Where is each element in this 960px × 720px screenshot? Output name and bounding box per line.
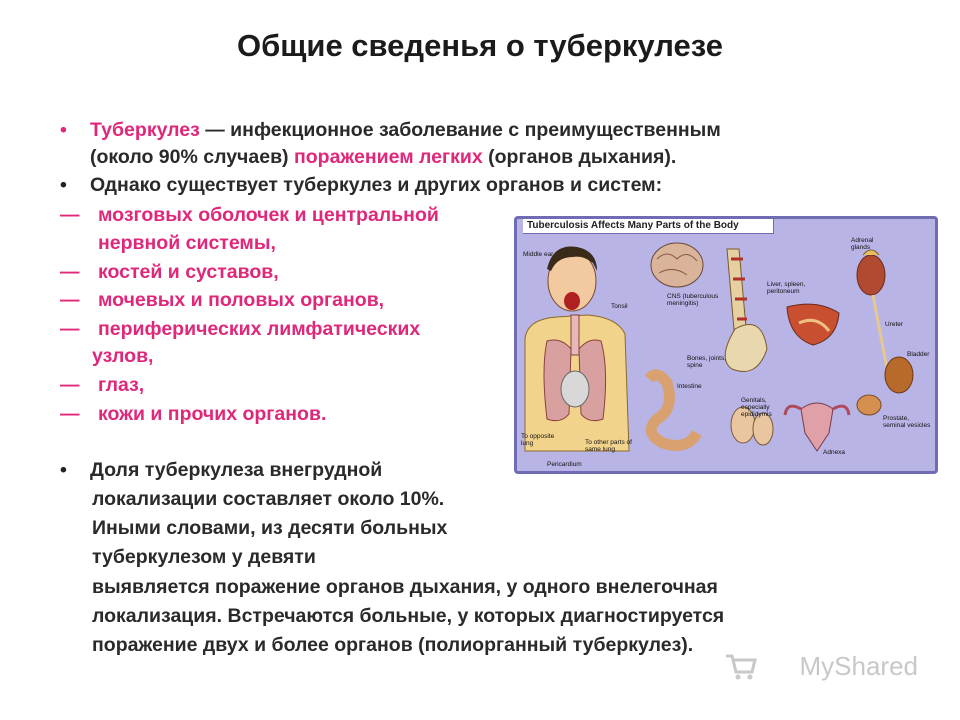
list-item-text: мочевых и половых органов, — [98, 289, 385, 311]
bullet: • — [60, 119, 67, 141]
list-item-text: периферических лимфатических — [98, 318, 421, 340]
paragraph-3-line-5: выявляется поражение органов дыхания, у одного внелегочная — [92, 576, 718, 598]
tuberculosis-body-figure — [514, 216, 938, 474]
dash: — — [60, 403, 80, 425]
list-item — [60, 203, 439, 227]
paragraph-2 — [60, 173, 662, 197]
figure-title: Tuberculosis Affects Many Parts of the Body — [527, 220, 739, 231]
paragraph-1-line-2 — [90, 145, 676, 169]
page-title: Общие сведенья о туберкулезе — [236, 28, 724, 63]
paragraph-2-text: Однако существует туберкулез и других органов и систем: — [90, 174, 663, 196]
label-other-parts: To other parts of same lung — [585, 439, 632, 453]
watermark-logo: MyShared — [799, 651, 918, 681]
list-item — [60, 373, 144, 397]
label-tonsil: Tonsil — [611, 303, 628, 310]
dash: — — [60, 289, 80, 311]
label-prostate: Prostate, seminal vesicles — [883, 415, 931, 429]
label-adrenal: Adrenal glands — [851, 237, 874, 251]
label-intestine: Intestine — [677, 383, 702, 390]
dash: — — [60, 318, 80, 340]
dash: — — [60, 204, 80, 226]
label-opposite-lung: To opposite lung — [521, 433, 555, 447]
label-adnexa: Adnexa — [823, 449, 846, 456]
definition-text: — инфекционное заболевание с преимущественным — [199, 119, 721, 141]
respiratory-text: (органов дыхания). — [482, 146, 677, 168]
list-item — [60, 231, 276, 255]
lung-highlight: поражением легких — [293, 146, 483, 168]
list-item — [60, 288, 384, 312]
list-item-text: костей и суставов, — [98, 261, 279, 283]
label-pericardium: Pericardium — [547, 461, 582, 468]
label-ureter: Ureter — [885, 321, 904, 328]
label-liver: Liver, spleen, peritoneum — [767, 281, 806, 295]
paragraph-3-line-1 — [60, 458, 382, 482]
bullet: • — [60, 459, 67, 481]
cart-icon — [724, 650, 758, 680]
dash: — — [60, 374, 80, 396]
paragraph-3-text: Доля туберкулеза внегрудной — [90, 459, 383, 481]
label-cns: CNS (tuberculous meningitis) — [667, 293, 719, 307]
paragraph-1-line-1 — [60, 118, 721, 142]
list-item — [60, 402, 326, 426]
anatomy-illustration — [517, 219, 938, 474]
paragraph-3-line-2: локализации составляет около 10%. — [92, 488, 445, 510]
label-bladder: Bladder — [907, 351, 930, 358]
list-item-text: нервной системы, — [98, 232, 276, 254]
label-bones: Bones, joints, spine — [687, 355, 727, 369]
term-tuberculosis: Туберкулез — [90, 119, 200, 141]
list-item — [60, 260, 279, 284]
dash: — — [60, 261, 80, 283]
list-item-text: кожи и прочих органов. — [98, 403, 327, 425]
percentage-text: (около 90% случаев) — [90, 146, 294, 168]
bullet: • — [60, 174, 67, 196]
list-item-text: узлов, — [92, 345, 154, 367]
paragraph-3-line-7: поражение двух и более органов (полиорганный туберкулез). — [92, 634, 694, 656]
list-item-text: мозговых оболочек и центральной — [98, 204, 439, 226]
paragraph-3-line-6: локализация. Встречаются больные, у которых диагностируется — [92, 605, 725, 627]
paragraph-3-line-3: Иными словами, из десяти больных — [92, 517, 448, 539]
label-genitals: Genitals, especially epididymis — [741, 397, 772, 418]
list-item — [60, 317, 420, 341]
list-item — [70, 344, 153, 368]
list-item-text: глаз, — [98, 374, 145, 396]
label-middle-ear: Middle ear — [523, 251, 554, 258]
paragraph-3-line-4: туберкулезом у девяти — [92, 546, 316, 568]
